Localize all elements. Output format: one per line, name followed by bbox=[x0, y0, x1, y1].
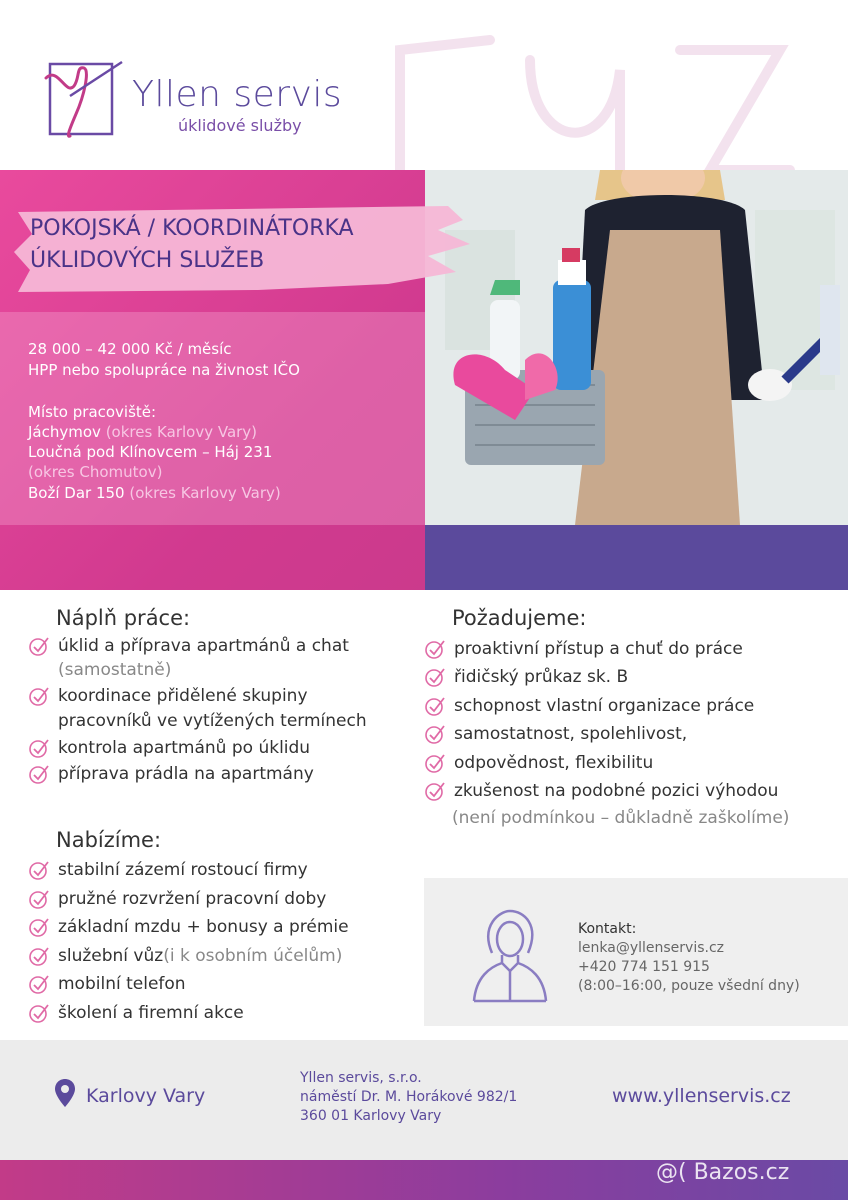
workplace-item: Boží Dar 150 (okres Karlovy Vary) bbox=[28, 484, 281, 502]
brand-name: Yllen servis bbox=[132, 74, 343, 115]
location-pin-icon bbox=[54, 1078, 76, 1108]
job-title-line2: ÚKLIDOVÝCH SLUŽEB bbox=[30, 248, 265, 273]
woman-avatar-icon bbox=[470, 905, 550, 1005]
footer-city: Karlovy Vary bbox=[86, 1085, 206, 1107]
list-item: pružné rozvržení pracovní doby bbox=[28, 887, 326, 911]
check-icon bbox=[28, 973, 50, 995]
brand-tagline: úklidové služby bbox=[178, 116, 302, 135]
contact-title: Kontakt: bbox=[578, 921, 637, 937]
check-icon bbox=[424, 666, 446, 688]
workplace-item: Jáchymov (okres Karlovy Vary) bbox=[28, 423, 258, 441]
hero-purple-band bbox=[425, 525, 848, 590]
check-icon bbox=[28, 763, 50, 785]
check-icon bbox=[28, 859, 50, 881]
hero-photo-cleaning-woman bbox=[425, 170, 848, 525]
bazos-watermark: @( Bazos.cz bbox=[656, 1160, 790, 1185]
list-item: koordinace přidělené skupiny bbox=[28, 684, 308, 708]
check-icon bbox=[424, 695, 446, 717]
check-icon bbox=[424, 780, 446, 802]
background-watermark-letters bbox=[380, 30, 800, 180]
cleaner-illustration bbox=[425, 170, 848, 525]
check-icon bbox=[28, 635, 50, 657]
workplace-item: (okres Chomutov) bbox=[28, 463, 163, 481]
contract-type: HPP nebo spolupráce na živnost IČO bbox=[28, 361, 300, 379]
list-item: základní mzdu + bonusy a prémie bbox=[28, 915, 349, 939]
list-item: zkušenost na podobné pozici výhodou bbox=[424, 779, 778, 803]
check-icon bbox=[28, 737, 50, 759]
list-item: schopnost vlastní organizace práce bbox=[424, 694, 754, 718]
workplace-label: Místo pracoviště: bbox=[28, 403, 157, 421]
list-item: proaktivní přístup a chuť do práce bbox=[424, 637, 743, 661]
footer-zip-city: 360 01 Karlovy Vary bbox=[300, 1108, 442, 1124]
contact-phone[interactable]: +420 774 151 915 bbox=[578, 959, 710, 975]
check-icon bbox=[28, 888, 50, 910]
offer-heading: Nabízíme: bbox=[56, 828, 162, 852]
contact-hours: (8:00–16:00, pouze všední dny) bbox=[578, 978, 800, 994]
list-item: stabilní zázemí rostoucí firmy bbox=[28, 858, 308, 882]
check-icon bbox=[28, 945, 50, 967]
footer-street: náměstí Dr. M. Horákové 982/1 bbox=[300, 1089, 518, 1105]
list-item: řidičský průkaz sk. B bbox=[424, 665, 628, 689]
check-icon bbox=[28, 1002, 50, 1024]
list-item-continuation: (není podmínkou – důkladně zaškolíme) bbox=[452, 808, 790, 828]
list-item: příprava prádla na apartmány bbox=[28, 762, 314, 786]
list-item: kontrola apartmánů po úklidu bbox=[28, 736, 310, 760]
logo-mark bbox=[40, 56, 130, 146]
check-icon bbox=[28, 685, 50, 707]
footer-website-link[interactable]: www.yllenservis.cz bbox=[612, 1085, 791, 1107]
salary: 28 000 – 42 000 Kč / měsíc bbox=[28, 340, 232, 358]
list-item: školení a firemní akce bbox=[28, 1001, 244, 1025]
list-item-continuation: (samostatně) bbox=[58, 660, 172, 680]
footer-company: Yllen servis, s.r.o. bbox=[300, 1070, 422, 1086]
check-icon bbox=[424, 638, 446, 660]
check-icon bbox=[28, 916, 50, 938]
list-item: mobilní telefon bbox=[28, 972, 186, 996]
contact-email[interactable]: lenka@yllenservis.cz bbox=[578, 940, 724, 956]
list-item: odpovědnost, flexibilitu bbox=[424, 751, 653, 775]
job-title-line1: POKOJSKÁ / KOORDINÁTORKA bbox=[30, 216, 354, 241]
list-item: úklid a příprava apartmánů a chat bbox=[28, 634, 349, 658]
duties-heading: Náplň práce: bbox=[56, 606, 191, 630]
check-icon bbox=[424, 723, 446, 745]
workplace-item: Loučná pod Klínovcem – Háj 231 bbox=[28, 443, 273, 461]
check-icon bbox=[424, 752, 446, 774]
requirements-heading: Požadujeme: bbox=[452, 606, 587, 630]
list-item-continuation: pracovníků ve vytížených termínech bbox=[58, 711, 367, 731]
list-item: samostatnost, spolehlivost, bbox=[424, 722, 687, 746]
list-item: služební vůz (i k osobním účelům) bbox=[28, 944, 342, 968]
